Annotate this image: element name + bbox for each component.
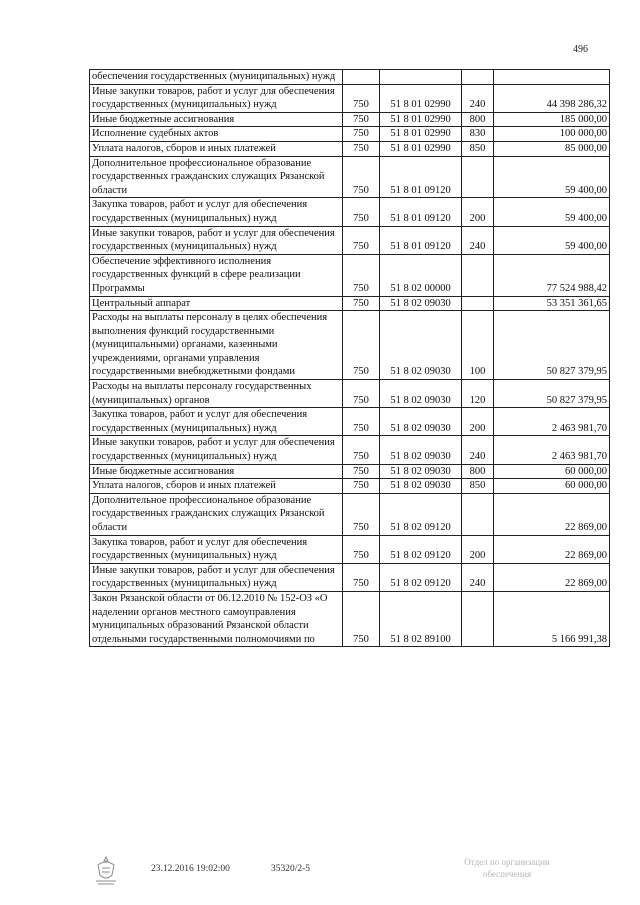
row-name-cell: Уплата налогов, сборов и иных платежей (90, 141, 343, 156)
footer-stamp-text: Отдел по организации обеспечения (464, 857, 550, 879)
row-department-code-cell: 750 (343, 464, 380, 479)
row-name-cell: Обеспечение эффективного исполнения государственных функций в сфере реализации Программы (90, 254, 343, 296)
footer-document-code: 35320/2-5 (271, 864, 311, 874)
row-department-code-cell: 750 (343, 254, 380, 296)
row-target-article-cell: 51 8 01 09120 (380, 198, 462, 226)
row-department-code-cell: 750 (343, 436, 380, 464)
row-name-cell: Закупка товаров, работ и услуг для обеспечения государственных (муниципальных) нужд (90, 408, 343, 436)
table-row (90, 479, 610, 494)
row-name-cell: Дополнительное профессиональное образование государственных гражданских служащих Рязанской области (90, 156, 343, 198)
table-row (90, 408, 610, 436)
table-row (90, 198, 610, 226)
row-expense-type-cell: 240 (462, 563, 494, 591)
row-name-cell: Иные бюджетные ассигнования (90, 464, 343, 479)
row-department-code-cell: 750 (343, 198, 380, 226)
row-amount-cell: 5 166 991,38 (494, 591, 610, 646)
row-department-code-cell: 750 (343, 84, 380, 112)
row-department-code-cell: 750 (343, 493, 380, 535)
table-row (90, 254, 610, 296)
row-department-code-cell: 750 (343, 112, 380, 127)
row-name-cell: Иные закупки товаров, работ и услуг для обеспечения государственных (муниципальных) нужд (90, 563, 343, 591)
row-target-article-cell: 51 8 02 09030 (380, 296, 462, 311)
row-amount-cell: 85 000,00 (494, 141, 610, 156)
row-target-article-cell: 51 8 02 09030 (380, 464, 462, 479)
row-amount-cell: 59 400,00 (494, 156, 610, 198)
row-expense-type-cell: 240 (462, 226, 494, 254)
row-name-cell: Расходы на выплаты персоналу в целях обеспечения выполнения функций государственными (муниципальными) органами, казенными учреждениями, органами управления государственными внебюджетными фондами (90, 311, 343, 380)
table-row (90, 141, 610, 156)
row-name-cell: Иные закупки товаров, работ и услуг для обеспечения государственных (муниципальных) нужд (90, 84, 343, 112)
row-expense-type-cell: 200 (462, 198, 494, 226)
row-amount-cell: 44 398 286,32 (494, 84, 610, 112)
table-row (90, 436, 610, 464)
row-amount-cell: 53 351 361,65 (494, 296, 610, 311)
row-name-cell: Иные бюджетные ассигнования (90, 112, 343, 127)
row-amount-cell: 50 827 379,95 (494, 311, 610, 380)
row-target-article-cell: 51 8 02 09120 (380, 535, 462, 563)
row-target-article-cell: 51 8 01 02990 (380, 112, 462, 127)
row-name-cell: Расходы на выплаты персоналу государственных (муниципальных) органов (90, 380, 343, 408)
row-amount-cell: 60 000,00 (494, 479, 610, 494)
table-row (90, 563, 610, 591)
row-target-article-cell: 51 8 01 02990 (380, 84, 462, 112)
row-name-cell: Иные закупки товаров, работ и услуг для обеспечения государственных (муниципальных) нужд (90, 436, 343, 464)
row-expense-type-cell (462, 493, 494, 535)
row-amount-cell: 2 463 981,70 (494, 408, 610, 436)
row-amount-cell: 60 000,00 (494, 464, 610, 479)
table-row (90, 127, 610, 142)
row-amount-cell: 185 000,00 (494, 112, 610, 127)
row-expense-type-cell: 800 (462, 464, 494, 479)
table-row (90, 296, 610, 311)
row-expense-type-cell: 100 (462, 311, 494, 380)
row-target-article-cell: 51 8 02 09030 (380, 380, 462, 408)
row-target-article-cell: 51 8 02 09030 (380, 479, 462, 494)
table-row (90, 380, 610, 408)
row-expense-type-cell: 200 (462, 408, 494, 436)
row-name-cell: Исполнение судебных актов (90, 127, 343, 142)
row-expense-type-cell (462, 70, 494, 85)
row-target-article-cell: 51 8 01 02990 (380, 127, 462, 142)
row-name-cell: Закупка товаров, работ и услуг для обеспечения государственных (муниципальных) нужд (90, 535, 343, 563)
row-expense-type-cell (462, 296, 494, 311)
row-department-code-cell: 750 (343, 563, 380, 591)
row-amount-cell: 59 400,00 (494, 226, 610, 254)
row-expense-type-cell (462, 156, 494, 198)
row-expense-type-cell: 240 (462, 436, 494, 464)
row-target-article-cell: 51 8 02 09030 (380, 311, 462, 380)
row-expense-type-cell: 830 (462, 127, 494, 142)
row-expense-type-cell: 850 (462, 141, 494, 156)
row-amount-cell: 59 400,00 (494, 198, 610, 226)
row-expense-type-cell: 240 (462, 84, 494, 112)
row-expense-type-cell (462, 254, 494, 296)
row-expense-type-cell: 800 (462, 112, 494, 127)
table-row (90, 591, 610, 646)
row-amount-cell: 22 869,00 (494, 535, 610, 563)
row-name-cell: Центральный аппарат (90, 296, 343, 311)
row-amount-cell: 22 869,00 (494, 493, 610, 535)
row-name-cell: Иные закупки товаров, работ и услуг для обеспечения государственных (муниципальных) нужд (90, 226, 343, 254)
row-department-code-cell: 750 (343, 408, 380, 436)
budget-table (89, 69, 610, 647)
row-target-article-cell: 51 8 02 09120 (380, 563, 462, 591)
row-target-article-cell: 51 8 01 02990 (380, 141, 462, 156)
row-target-article-cell: 51 8 01 09120 (380, 156, 462, 198)
row-department-code-cell: 750 (343, 226, 380, 254)
row-department-code-cell: 750 (343, 380, 380, 408)
table-row (90, 84, 610, 112)
row-department-code-cell (343, 70, 380, 85)
table-row (90, 535, 610, 563)
row-target-article-cell: 51 8 02 09120 (380, 493, 462, 535)
row-amount-cell: 2 463 981,70 (494, 436, 610, 464)
row-expense-type-cell: 850 (462, 479, 494, 494)
row-department-code-cell: 750 (343, 296, 380, 311)
row-department-code-cell: 750 (343, 127, 380, 142)
row-name-cell: обеспечения государственных (муниципальных) нужд (90, 70, 343, 85)
row-target-article-cell: 51 8 02 09030 (380, 436, 462, 464)
table-row (90, 311, 610, 380)
row-target-article-cell (380, 70, 462, 85)
row-name-cell: Уплата налогов, сборов и иных платежей (90, 479, 343, 494)
row-name-cell: Закупка товаров, работ и услуг для обеспечения государственных (муниципальных) нужд (90, 198, 343, 226)
table-row (90, 70, 610, 85)
row-amount-cell (494, 70, 610, 85)
row-name-cell: Закон Рязанской области от 06.12.2010 № 152-ОЗ «О наделении органов местного самоуправления муниципальных образований Рязанской области отдельными государственными полномочиями по (90, 591, 343, 646)
row-expense-type-cell (462, 591, 494, 646)
row-amount-cell: 50 827 379,95 (494, 380, 610, 408)
row-target-article-cell: 51 8 02 00000 (380, 254, 462, 296)
row-department-code-cell: 750 (343, 479, 380, 494)
footer-date: 23.12.2016 19:02:00 (151, 864, 230, 874)
row-amount-cell: 22 869,00 (494, 563, 610, 591)
row-amount-cell: 77 524 988,42 (494, 254, 610, 296)
row-expense-type-cell: 200 (462, 535, 494, 563)
row-expense-type-cell: 120 (462, 380, 494, 408)
row-target-article-cell: 51 8 01 09120 (380, 226, 462, 254)
row-department-code-cell: 750 (343, 591, 380, 646)
row-department-code-cell: 750 (343, 535, 380, 563)
table-row (90, 464, 610, 479)
row-name-cell: Дополнительное профессиональное образование государственных гражданских служащих Рязанской области (90, 493, 343, 535)
table-row (90, 493, 610, 535)
table-row (90, 226, 610, 254)
row-target-article-cell: 51 8 02 89100 (380, 591, 462, 646)
row-department-code-cell: 750 (343, 311, 380, 380)
row-amount-cell: 100 000,00 (494, 127, 610, 142)
table-row (90, 156, 610, 198)
emblem-icon (92, 855, 120, 887)
budget-table-body (90, 70, 610, 647)
row-department-code-cell: 750 (343, 141, 380, 156)
row-department-code-cell: 750 (343, 156, 380, 198)
page-number: 496 (573, 44, 588, 55)
row-target-article-cell: 51 8 02 09030 (380, 408, 462, 436)
table-row (90, 112, 610, 127)
